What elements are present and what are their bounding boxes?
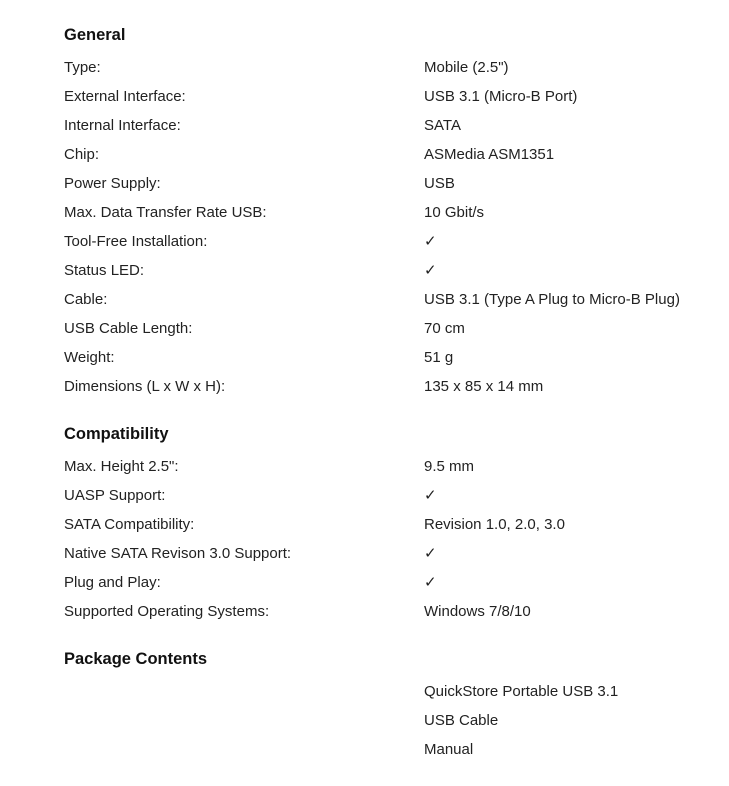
spec-value: 9.5 mm [424, 458, 475, 475]
spec-value: 70 cm [424, 320, 465, 337]
spec-label: Weight: [64, 349, 115, 366]
spec-value: USB 3.1 (Micro-B Port) [424, 88, 578, 105]
package-item-value: QuickStore Portable USB 3.1 [424, 683, 619, 700]
spec-row-power-supply [64, 169, 714, 198]
section-compatibility [64, 423, 714, 626]
spec-label: UASP Support: [64, 487, 166, 504]
spec-row-dimensions [64, 372, 714, 401]
spec-value: Windows 7/8/10 [424, 603, 531, 620]
spec-value: 135 x 85 x 14 mm [424, 378, 544, 395]
spec-row-status-led [64, 256, 714, 285]
check-icon: ✓ [424, 261, 437, 279]
package-item [64, 677, 714, 706]
section-title-compatibility: Compatibility [64, 425, 169, 443]
spec-row-native-sata-support [64, 539, 714, 568]
spec-label: SATA Compatibility: [64, 516, 195, 533]
spec-label: Plug and Play: [64, 574, 161, 591]
package-item [64, 706, 714, 735]
spec-value: USB 3.1 (Type A Plug to Micro-B Plug) [424, 291, 680, 308]
spec-value: 51 g [424, 349, 454, 366]
package-item [64, 735, 714, 764]
spec-label: Status LED: [64, 262, 145, 279]
package-item-value: USB Cable [424, 712, 499, 729]
spec-row-sata-compatibility [64, 510, 714, 539]
spec-value: ASMedia ASM1351 [424, 146, 555, 163]
section-general [64, 24, 714, 401]
spec-row-max-height [64, 452, 714, 481]
spec-value: SATA [424, 117, 461, 134]
spec-label: Native SATA Revison 3.0 Support: [64, 545, 292, 562]
spec-label [64, 735, 424, 764]
spec-value: 10 Gbit/s [424, 204, 485, 221]
check-icon: ✓ [424, 232, 437, 250]
section-title-package-contents: Package Contents [64, 650, 208, 668]
spec-row-cable-length [64, 314, 714, 343]
spec-value: Mobile (2.5") [424, 59, 509, 76]
spec-value: Revision 1.0, 2.0, 3.0 [424, 516, 565, 533]
check-icon: ✓ [424, 486, 437, 504]
spec-label: Chip: [64, 146, 100, 163]
spec-sheet [64, 24, 714, 786]
spec-row-cable [64, 285, 714, 314]
check-icon: ✓ [424, 573, 437, 591]
spec-row-internal-interface [64, 111, 714, 140]
spec-row-tool-free-installation [64, 227, 714, 256]
spec-row-uasp-support [64, 481, 714, 510]
spec-label: Power Supply: [64, 175, 161, 192]
spec-row-operating-systems [64, 597, 714, 626]
section-package-contents [64, 648, 714, 764]
spec-label [64, 706, 424, 735]
spec-row-transfer-rate [64, 198, 714, 227]
spec-label: Internal Interface: [64, 117, 181, 134]
spec-label: USB Cable Length: [64, 320, 193, 337]
spec-value: USB [424, 175, 455, 192]
spec-label: Cable: [64, 291, 108, 308]
spec-label: Dimensions (L x W x H): [64, 378, 226, 395]
spec-label: Tool-Free Installation: [64, 233, 208, 250]
spec-label: Type: [64, 59, 101, 76]
package-item-value: Manual [424, 741, 474, 758]
spec-row-external-interface [64, 82, 714, 111]
section-title-general: General [64, 26, 126, 44]
spec-label: Supported Operating Systems: [64, 603, 270, 620]
spec-row-chip [64, 140, 714, 169]
spec-label: External Interface: [64, 88, 186, 105]
check-icon: ✓ [424, 544, 437, 562]
spec-label: Max. Height 2.5": [64, 458, 179, 475]
spec-row-type [64, 53, 714, 82]
spec-row-weight [64, 343, 714, 372]
spec-row-plug-and-play [64, 568, 714, 597]
spec-label [64, 677, 424, 706]
spec-label: Max. Data Transfer Rate USB: [64, 204, 267, 221]
